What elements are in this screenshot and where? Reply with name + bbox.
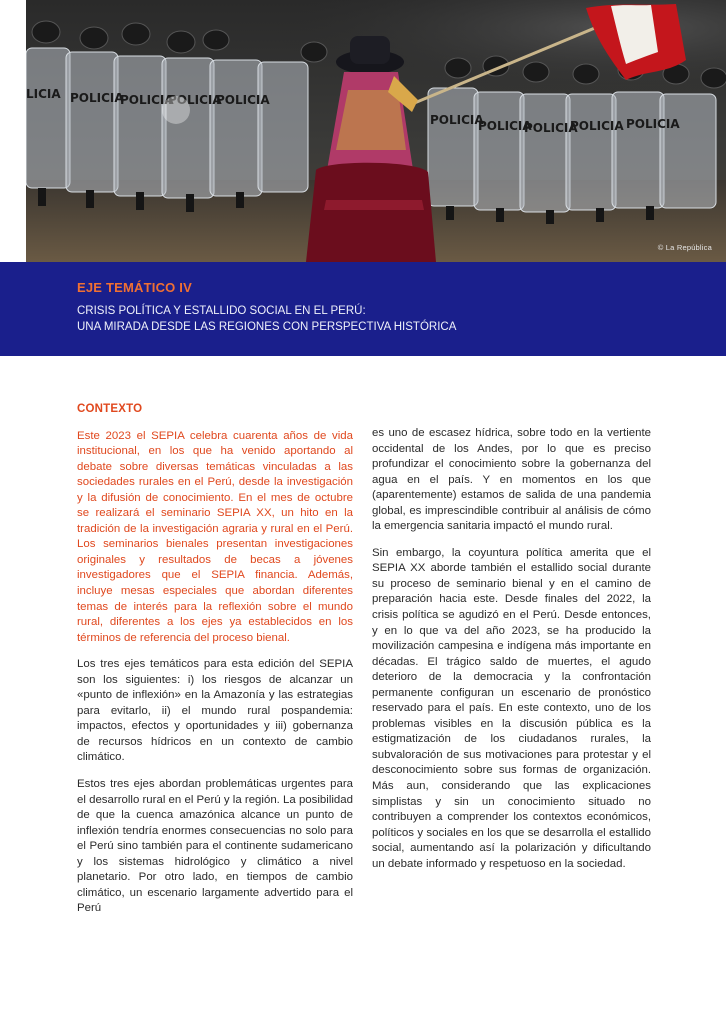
shield-label: POLICIA [570,119,624,133]
section-title: CONTEXTO [77,403,143,415]
shield-label: POLICIA [478,119,532,133]
shield-label: POLICIA [168,93,222,107]
shield-label: POLICIA [216,93,270,107]
photo-credit: © La República [657,243,712,252]
shield-label: POLICIA [430,113,484,127]
section-kicker: EJE TEMÁTICO IV [77,280,192,295]
paragraph: Los tres ejes temáticos para esta edición del SEPIA son los siguientes: i) los riesgos de alcanzar un «punto de inflexión» en la Amazonía y las estrategias para evitarlo, ii) el mundo rural pospandemia: impactos, efectos y oportunidades y iii) gobernanza de recursos hídricos en un contexto de cambio climático. [77,658,353,764]
title-line-2: UNA MIRADA DESDE LAS REGIONES CON PERSPECTIVA HISTÓRICA [77,320,457,333]
header-band [0,262,726,356]
text-column-right [372,426,651,883]
shield-label: LICIA [26,87,61,101]
shield-label: POLICIA [524,121,578,135]
page-title [77,304,456,335]
hero-photo [26,0,726,262]
paragraph: Sin embargo, la coyuntura política amerita que el SEPIA XX aborde también el estallido social durante su proceso de seminario bienal y en el camino de preparación hacia este. Desde finales del 2022, la crisis política se agudizó en el Perú. Desde entonces, y en lo que va del año 2023, se ha producido la movilización campesina e indígena más importante en décadas. El trágico saldo de muertes, el agudo deterioro de la democracia y la confrontación permanente configuran un escenario de pronóstico reservado para el país. En este contexto, uno de los problemas visibles en la discusión pública es la estigmatización de los ciudadanos rurales, la subvaloración de sus motivaciones para protestar y el desconocimiento sobre sus formas de organización. Más aun, considerando que las explicaciones simplistas y sin un conocimiento situado no contribuyen a comprender los contextos económicos, políticos y sociales en los que se desarrolla el estallido social, aumentando así la polarización y dificultando un debate informado y respetuoso en la sociedad. [372,546,651,870]
protest-photo-illustration [26,0,726,262]
shield-label: POLICIA [70,91,124,105]
title-line-1: CRISIS POLÍTICA Y ESTALLIDO SOCIAL EN EL PERÚ: [77,305,366,317]
paragraph: Estos tres ejes abordan problemáticas urgentes para el desarrollo rural en el Perú y la región. La posibilidad de que la cuenca amazónica alcance un punto de inflexión tendría enormes consecuencias no solo para el Perú sino también para el continente sudamericano y los sistemas hidrológico y climático a nivel planetario. Por otro lado, en tiempos de cambio climático, un escenario largamente advertido para el Perú [77,778,353,915]
text-column-left [77,402,353,928]
shield-label: POLICIA [120,93,174,107]
paragraph: Este 2023 el SEPIA celebra cuarenta años de vida institucional, en los que ha venido aportando al debate sobre diversas temáticas vinculadas a las sociedades rurales en el Perú, desde la investigación y la difusión de conocimiento. En el mes de octubre se realizará el seminario SEPIA XX, un hito en la tradición de la investigación agraria y rural en el Perú. Los seminarios bienales presentan investigaciones originales y resultados de becas a jóvenes investigadores que el SEPIA financia. Además, incluye mesas especiales que abordan diferentes temas de interés para la reflexión sobre el mundo rural, diferentes a los ejes ya establecidos en los términos de referencia del proceso bienal. [77,429,353,644]
paragraph: es uno de escasez hídrica, sobre todo en la vertiente occidental de los Andes, por lo que es preciso profundizar el conocimiento sobre la gobernanza del agua en el país. Y en momentos en los que (aparentemente) estamos de salida de una pandemia global, es imprescindible contribuir al análisis de cómo la emergencia sanitaria impactó el mundo rural. [372,427,651,533]
shield-label: POLICIA [626,117,680,131]
